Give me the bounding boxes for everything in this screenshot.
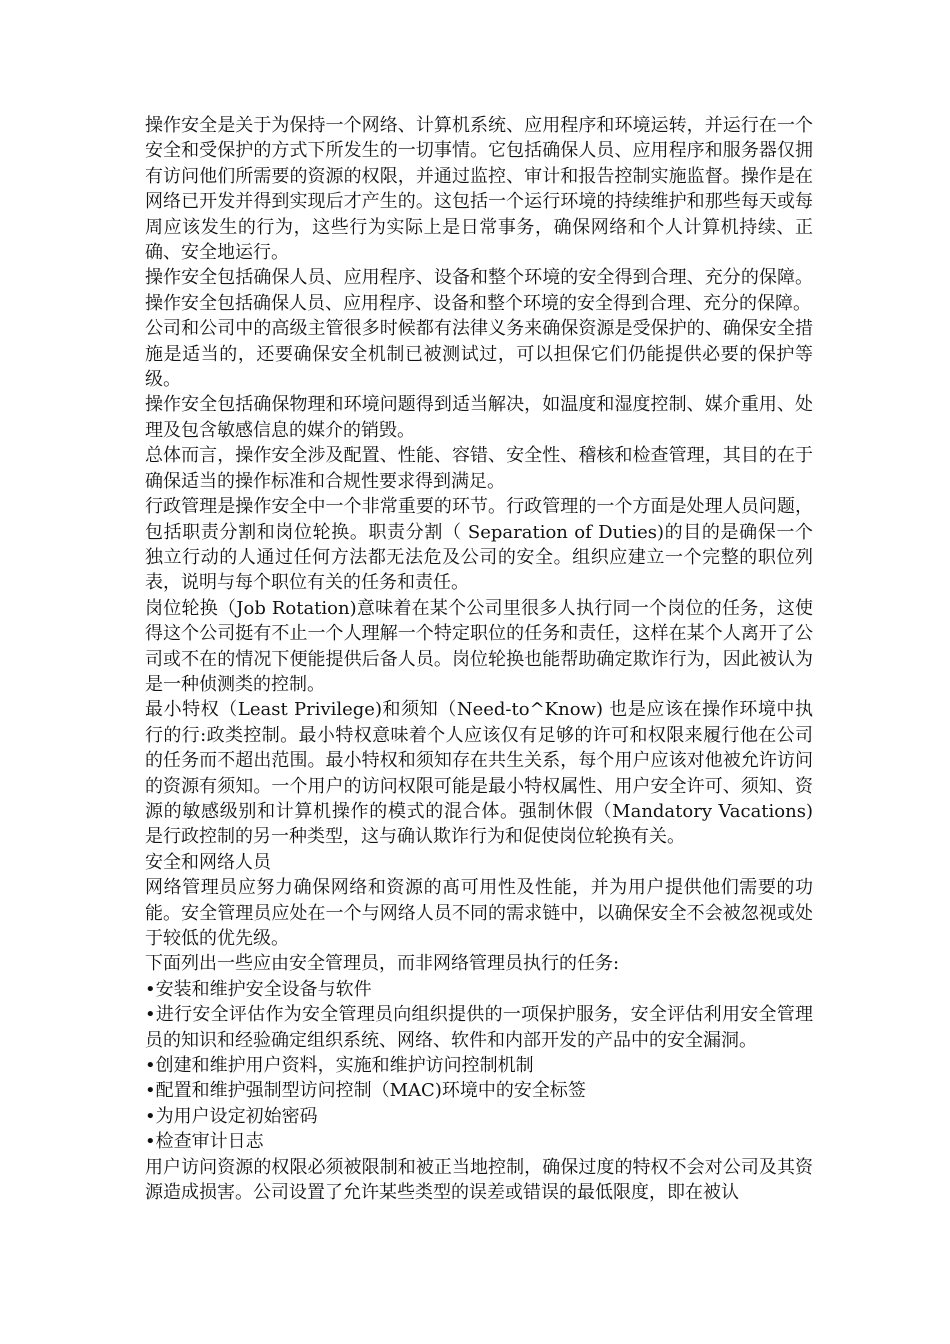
paragraph-operations-security-intro: 操作安全是关于为保持一个网络、计算机系统、应用程序和环境运转，并运行在一个安全和受保护的方式下所发生的一切事情。它包括确保人员、应用程序和服务器仅拥有访问他们所需要的资源的权限，并通过监控、审计和报告控制实施监督。操作是在网络已开发并得到实现后才产生的。这包括一个运行环境的持续维护和那些每天或每周应该发生的行为，这些行为实际上是日常事务，确保网络和个人计算机持续、正确、安全地运行。 [145,115,813,264]
list-item-user-profiles: •创建和维护用户资料，实施和维护访问控制机制 [145,1055,534,1077]
paragraph-job-rotation: 岗位轮换（Job Rotation)意味着在某个公司里很多人执行同一个岗位的任务，这使得这个公司挺有不止一个人理解一个特定职位的任务和责任，这样在某个人离开了公司或不在的情况下便能提供后备人员。岗位轮换也能帮助确定欺诈行为，因此被认为是一种侦测类的控制。 [145,597,813,695]
section-heading-security-network-personnel: 安全和网络人员 [145,851,271,873]
list-item-initial-passwords: •为用户设定初始密码 [145,1105,318,1127]
paragraph-physical-environment: 操作安全包括确保物理和环境问题得到适当解决，如温度和湿度控制、媒介重用、处理及包含敏感信息的媒介的销毁。 [145,394,813,441]
list-item-audit-logs: •检查审计日志 [145,1131,264,1153]
paragraph-least-privilege: 最小特权（Least Privilege)和须知（Need-to^Know) 也是应该在操作环境中执行的行:政类控制。最小特权意味着个人应该仅有足够的许可和权限来履行他在公司的任务而不超出范围。最小特权和须知存在共生关系，每个用户应该对他被允许访问的资源有须知。一个用户的访问权限可能是最小特权属性、用户安全许可、须知、资源的敏感级别和计算机操作的模式的混合体。强制休假（Mandatory Vacations)是行政控制的另一种类型，这与确认欺诈行为和促使岗位轮换有关。 [145,699,813,848]
paragraph-task-list-intro: 下面列出一些应由安全管理员，而非网络管理员执行的任务: [145,953,620,975]
paragraph-administrative-management: 行政管理是操作安全中一个非常重要的环节。行政管理的一个方面是处理人员问题，包括职责分割和岗位轮换。职责分割（ Separation of Duties)的目的是确保一个独立行动的人通过任何方法都无法危及公司的安全。组织应建立一个完整的职位列表，说明与每个职位有关的任务和责任。 [145,496,813,594]
paragraph-operations-security-scope: 操作安全包括确保人员、应用程序、设备和整个环境的安全得到合理、充分的保障。操作安全包括确保人员、应用程序、设备和整个环境的安全得到合理、充分的保障。 [145,267,813,314]
paragraph-access-restriction: 用户访问资源的权限必须被限制和被正当地控制，确保过度的特权不会对公司及其资源造成损害。公司设置了允许某些类型的误差或错误的最低限度，即在被认 [145,1156,813,1204]
list-item-security-assessment: •进行安全评估作为安全管理员向组织提供的一项保护服务，安全评估利用安全管理员的知识和经验确定组织系统、网络、软件和内部开发的产品中的安全漏洞。 [145,1004,813,1051]
paragraph-network-admin: 网络管理员应努力确保网络和资源的髙可用性及性能，并为用户提供他们需要的功能。安全管理员应处在一个与网络人员不同的需求链中，以确保安全不会被忽视或处于较低的优先级。 [145,877,813,949]
paragraph-summary: 总体而言，操作安全涉及配置、性能、容错、安全性、稽核和检查管理，其目的在于确保适当的操作标准和合规性要求得到满足。 [145,445,813,492]
document-body [145,113,813,1205]
list-item-install-security-devices: •安装和维护安全设备与软件 [145,978,372,1000]
list-item-mac-labels: •配置和维护强制型访问控制（MAC)环境中的安全标签 [145,1080,586,1102]
paragraph-legal-obligation: 公司和公司中的高级主管很多时候都有法律义务来确保资源是受保护的、确保安全措施是适当的，还要确保安全机制已被测试过，可以担保它们仍能提供必要的保护等级。 [145,318,813,391]
